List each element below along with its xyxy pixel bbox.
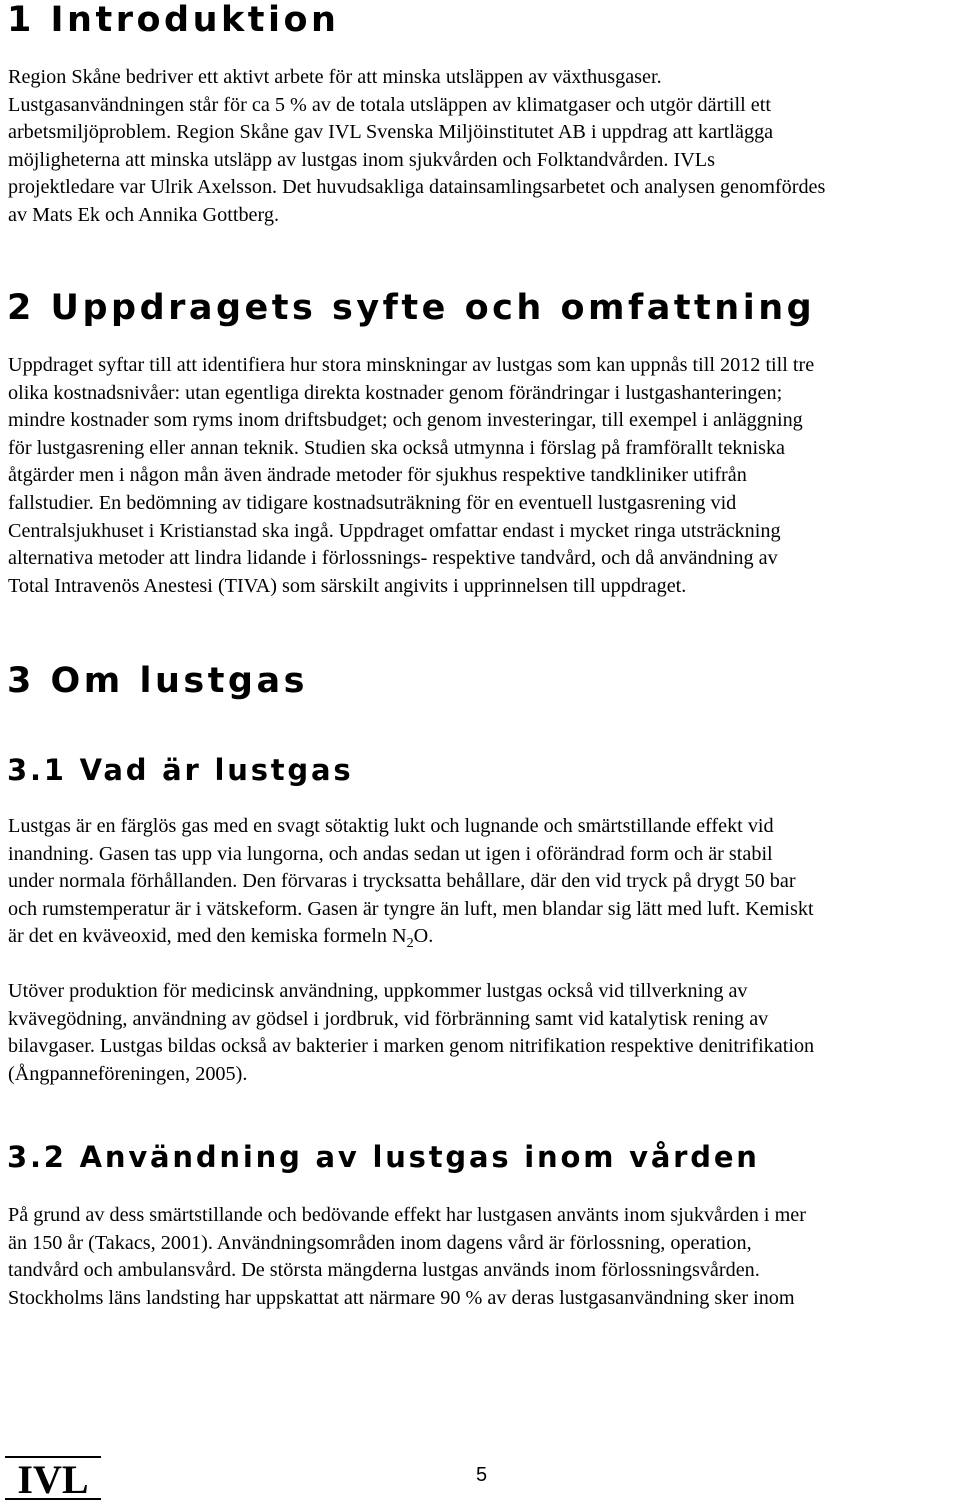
ivl-logo xyxy=(5,1455,105,1506)
text-line: alternativa metoder att lindra lidande i förlossnings- respektive tandvård, och då användning av xyxy=(8,547,778,570)
text-line: av Mats Ek och Annika Gottberg. xyxy=(8,203,279,226)
text-line: tandvård och ambulansvård. De största mängderna lustgas används inom förlossningsvården. xyxy=(8,1259,760,1282)
paragraph-introduktion xyxy=(8,64,953,230)
heading-om-lustgas: 3 Om lustgas xyxy=(7,661,308,701)
heading-vad-ar-lustgas: 3.1 Vad är lustgas xyxy=(7,753,354,787)
text-line: Total Intravenös Anestesi (TIVA) som särskilt angivits i upprinnelsen till uppdraget. xyxy=(8,574,687,597)
text-line: bilavgaser. Lustgas bildas också av bakterier i marken genom nitrifikation respektive denitrifikation xyxy=(8,1035,815,1058)
text-line: (Ångpanneföreningen, 2005). xyxy=(8,1062,248,1085)
text-line: Utöver produktion för medicinsk användning, uppkommer lustgas också vid tillverkning av xyxy=(8,980,748,1002)
text-line: Lustgasanvändningen står för ca 5 % av de totala utsläppen av klimatgaser och utgör därtill ett xyxy=(8,93,771,116)
text-line: fallstudier. En bedömning av tidigare kostnadsuträkning för en eventuell lustgasrening vid xyxy=(8,491,737,514)
text-line: projektledare var Ulrik Axelsson. Det huvudsakliga datainsamlingsarbetet och analysen genomfördes xyxy=(8,176,826,199)
text-line: Uppdraget syftar till att identifiera hur stora minskningar av lustgas som kan uppnås till 2012 till tre xyxy=(8,354,815,376)
paragraph-anvandning-inom-varden xyxy=(8,1202,953,1312)
text-line: och rumstemperatur är i vätskeform. Gasen är tyngre än luft, men blandar sig lätt med luft. Kemiskt xyxy=(8,897,814,920)
text-line: mindre kostnader som ryms inom driftsbudget; och genom investeringar, till exempel i anläggning xyxy=(8,409,803,432)
paragraph-uppdragets-syfte xyxy=(8,352,953,600)
formula-text-after: O. xyxy=(413,925,434,948)
text-line: än 150 år (Takacs, 2001). Användningsområden inom dagens vård är förlossning, operation, xyxy=(8,1231,752,1254)
text-line: arbetsmiljöproblem. Region Skåne gav IVL Svenska Miljöinstitutet AB i uppdrag att kartlägga xyxy=(8,121,774,144)
page-number: 5 xyxy=(476,1464,488,1486)
heading-anvandning-inom-varden: 3.2 Användning av lustgas inom vården xyxy=(7,1140,760,1174)
text-line: inandning. Gasen tas upp via lungorna, och andas sedan ut igen i oförändrad form och är stabil xyxy=(8,842,773,865)
text-line: åtgärder men i någon mån även ändrade metoder för sjukhus respektive tandkliniker utifrån xyxy=(8,464,747,487)
formula-subscript: 2 xyxy=(406,935,414,952)
text-line: för lustgasrening eller annan teknik. Studien ska också utmynna i förslag på framförallt tekniska xyxy=(8,436,786,459)
heading-uppdragets-syfte: 2 Uppdragets syfte och omfattning xyxy=(7,288,816,328)
text-line: möjligheterna att minska utsläpp av lustgas inom sjukvården och Folktandvården. IVLs xyxy=(8,148,715,171)
text-line: Region Skåne bedriver ett aktivt arbete för att minska utsläppen av växthusgaser. xyxy=(8,66,662,88)
text-line: Lustgas är en färglös gas med en svagt sötaktig lukt och lugnande och smärtstillande effekt vid xyxy=(8,815,774,837)
text-line: Centralsjukhuset i Kristianstad ska ingå. Uppdraget omfattar endast i mycket ringa utsträckning xyxy=(8,519,781,542)
ivl-logo-text: IVL xyxy=(17,1457,89,1501)
line-chemical-formula xyxy=(8,923,953,951)
text-line: På grund av dess smärtstillande och bedövande effekt har lustgasen använts inom sjukvården i mer xyxy=(8,1204,806,1226)
heading-introduktion: 1 Introduktion xyxy=(7,0,340,40)
text-line: olika kostnadsnivåer: utan egentliga direkta kostnader genom förändringar i lustgashanteringen; xyxy=(8,381,783,404)
paragraph-vad-ar-lustgas-1 xyxy=(8,813,953,951)
paragraph-vad-ar-lustgas-2 xyxy=(8,978,953,1088)
formula-text-before: är det en kväveoxid, med den kemiska formeln N xyxy=(8,925,407,948)
text-line: kvävegödning, användning av gödsel i jordbruk, vid förbränning samt vid katalytisk rening av xyxy=(8,1007,769,1030)
text-line: under normala förhållanden. Den förvaras i trycksatta behållare, där den vid tryck på drygt 50 bar xyxy=(8,870,796,893)
text-line: Stockholms läns landsting har uppskattat att närmare 90 % av deras lustgasanvändning sker inom xyxy=(8,1286,795,1309)
